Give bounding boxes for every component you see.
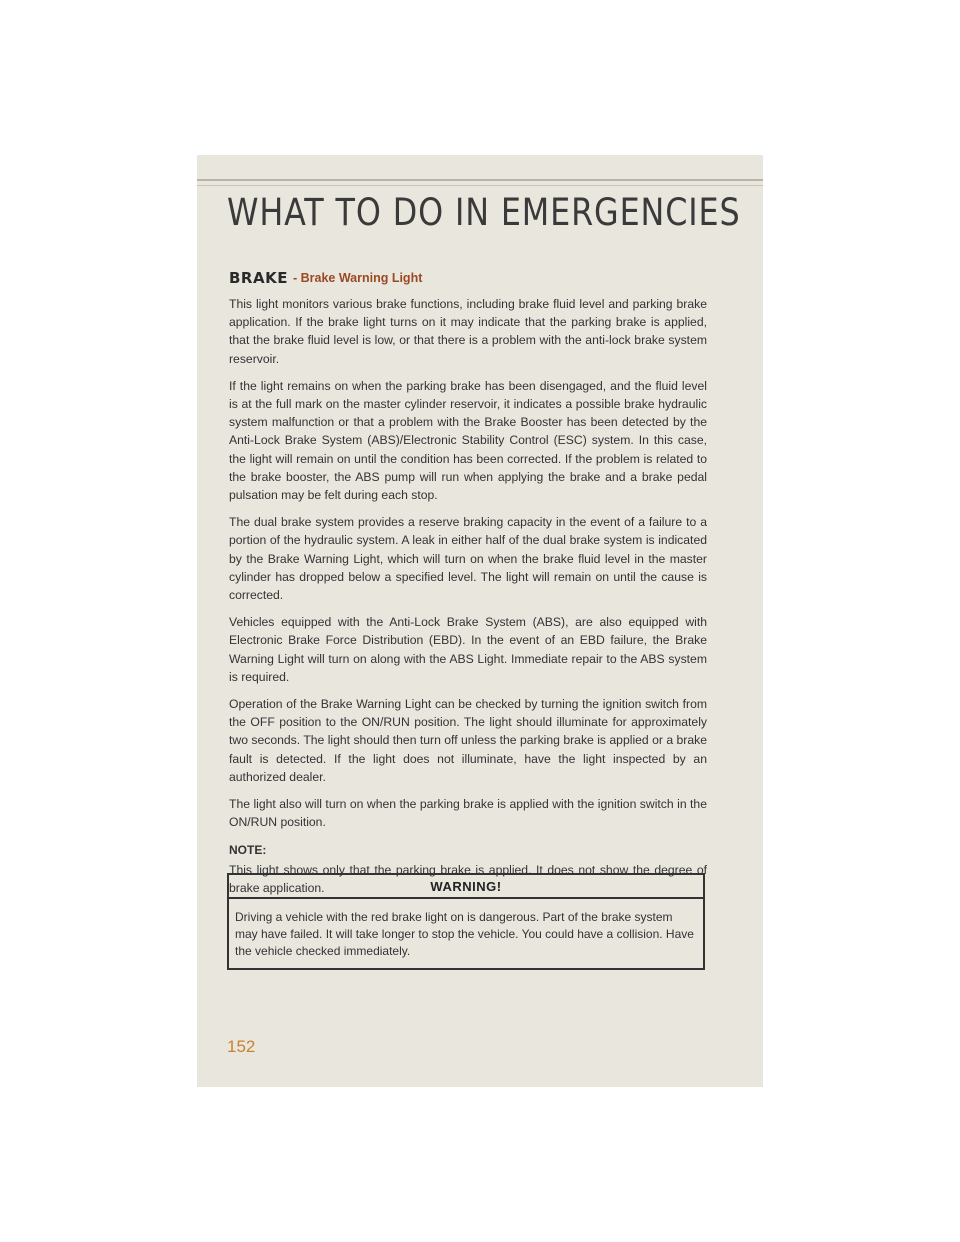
brake-warning-icon: BRAKE <box>229 268 288 287</box>
warning-title: WARNING! <box>229 875 703 899</box>
section-title: WHAT TO DO IN EMERGENCIES <box>227 191 741 234</box>
warning-body: Driving a vehicle with the red brake light on is dangerous. Part of the brake system may have failed. It will take longer to stop the vehicle. You could have a collision. Have the vehicle checked immediately. <box>235 910 694 958</box>
header-rule-secondary <box>197 185 763 186</box>
paragraph: Operation of the Brake Warning Light can be checked by turning the ignition switch from the OFF position to the ON/RUN position. The light should illuminate for approximately two seconds. The light should then turn off unless the parking brake is applied or a brake fault is detected. If the light does not illuminate, have the light inspected by an authorized dealer. <box>229 697 707 784</box>
paragraph: The light also will turn on when the parking brake is applied with the ignition switch in the ON/RUN position. <box>229 797 707 830</box>
note-label: NOTE: <box>229 843 267 858</box>
brake-section <box>229 267 707 906</box>
brake-heading <box>229 267 707 289</box>
paragraph: The dual brake system provides a reserve braking capacity in the event of a failure to a portion of the hydraulic system. A leak in either half of the dual brake system is indicated by the Brake Warning Light, which will turn on when the brake fluid level in the master cylinder has dropped below a specified level. The light will remain on until the cause is corrected. <box>229 515 707 603</box>
header-rule <box>197 179 763 181</box>
paragraph: If the light remains on when the parking brake has been disengaged, and the fluid level is at the full mark on the master cylinder reservoir, it indicates a possible brake hydraulic system malfunction or that a problem with the Brake Booster has been detected by the Anti-Lock Brake System (ABS)/Electronic Stability Control (ESC) system. In this case, the light will remain on until the condition has been corrected. If the problem is related to the brake booster, the ABS pump will run when applying the brake and a brake pedal pulsation may be felt during each stop. <box>229 378 707 503</box>
paragraph: Vehicles equipped with the Anti-Lock Brake System (ABS), are also equipped with Electronic Brake Force Distribution (EBD). In the event of an EBD failure, the Brake Warning Light will turn on along with the ABS Light. Immediate repair to the ABS system is required. <box>229 615 707 684</box>
page-number: 152 <box>227 1037 256 1056</box>
paragraph: This light monitors various brake functions, including brake fluid level and parking brake application. If the brake light turns on it may indicate that the parking brake is applied, that the brake fluid level is low, or that there is a problem with the anti-lock brake system reservoir. <box>229 297 707 366</box>
brake-heading-text: - Brake Warning Light <box>292 270 423 285</box>
manual-page <box>197 155 763 1087</box>
warning-box <box>227 873 705 970</box>
note-text: This light shows only that the parking brake is applied. It does not show the degree of brake application. <box>229 862 707 895</box>
